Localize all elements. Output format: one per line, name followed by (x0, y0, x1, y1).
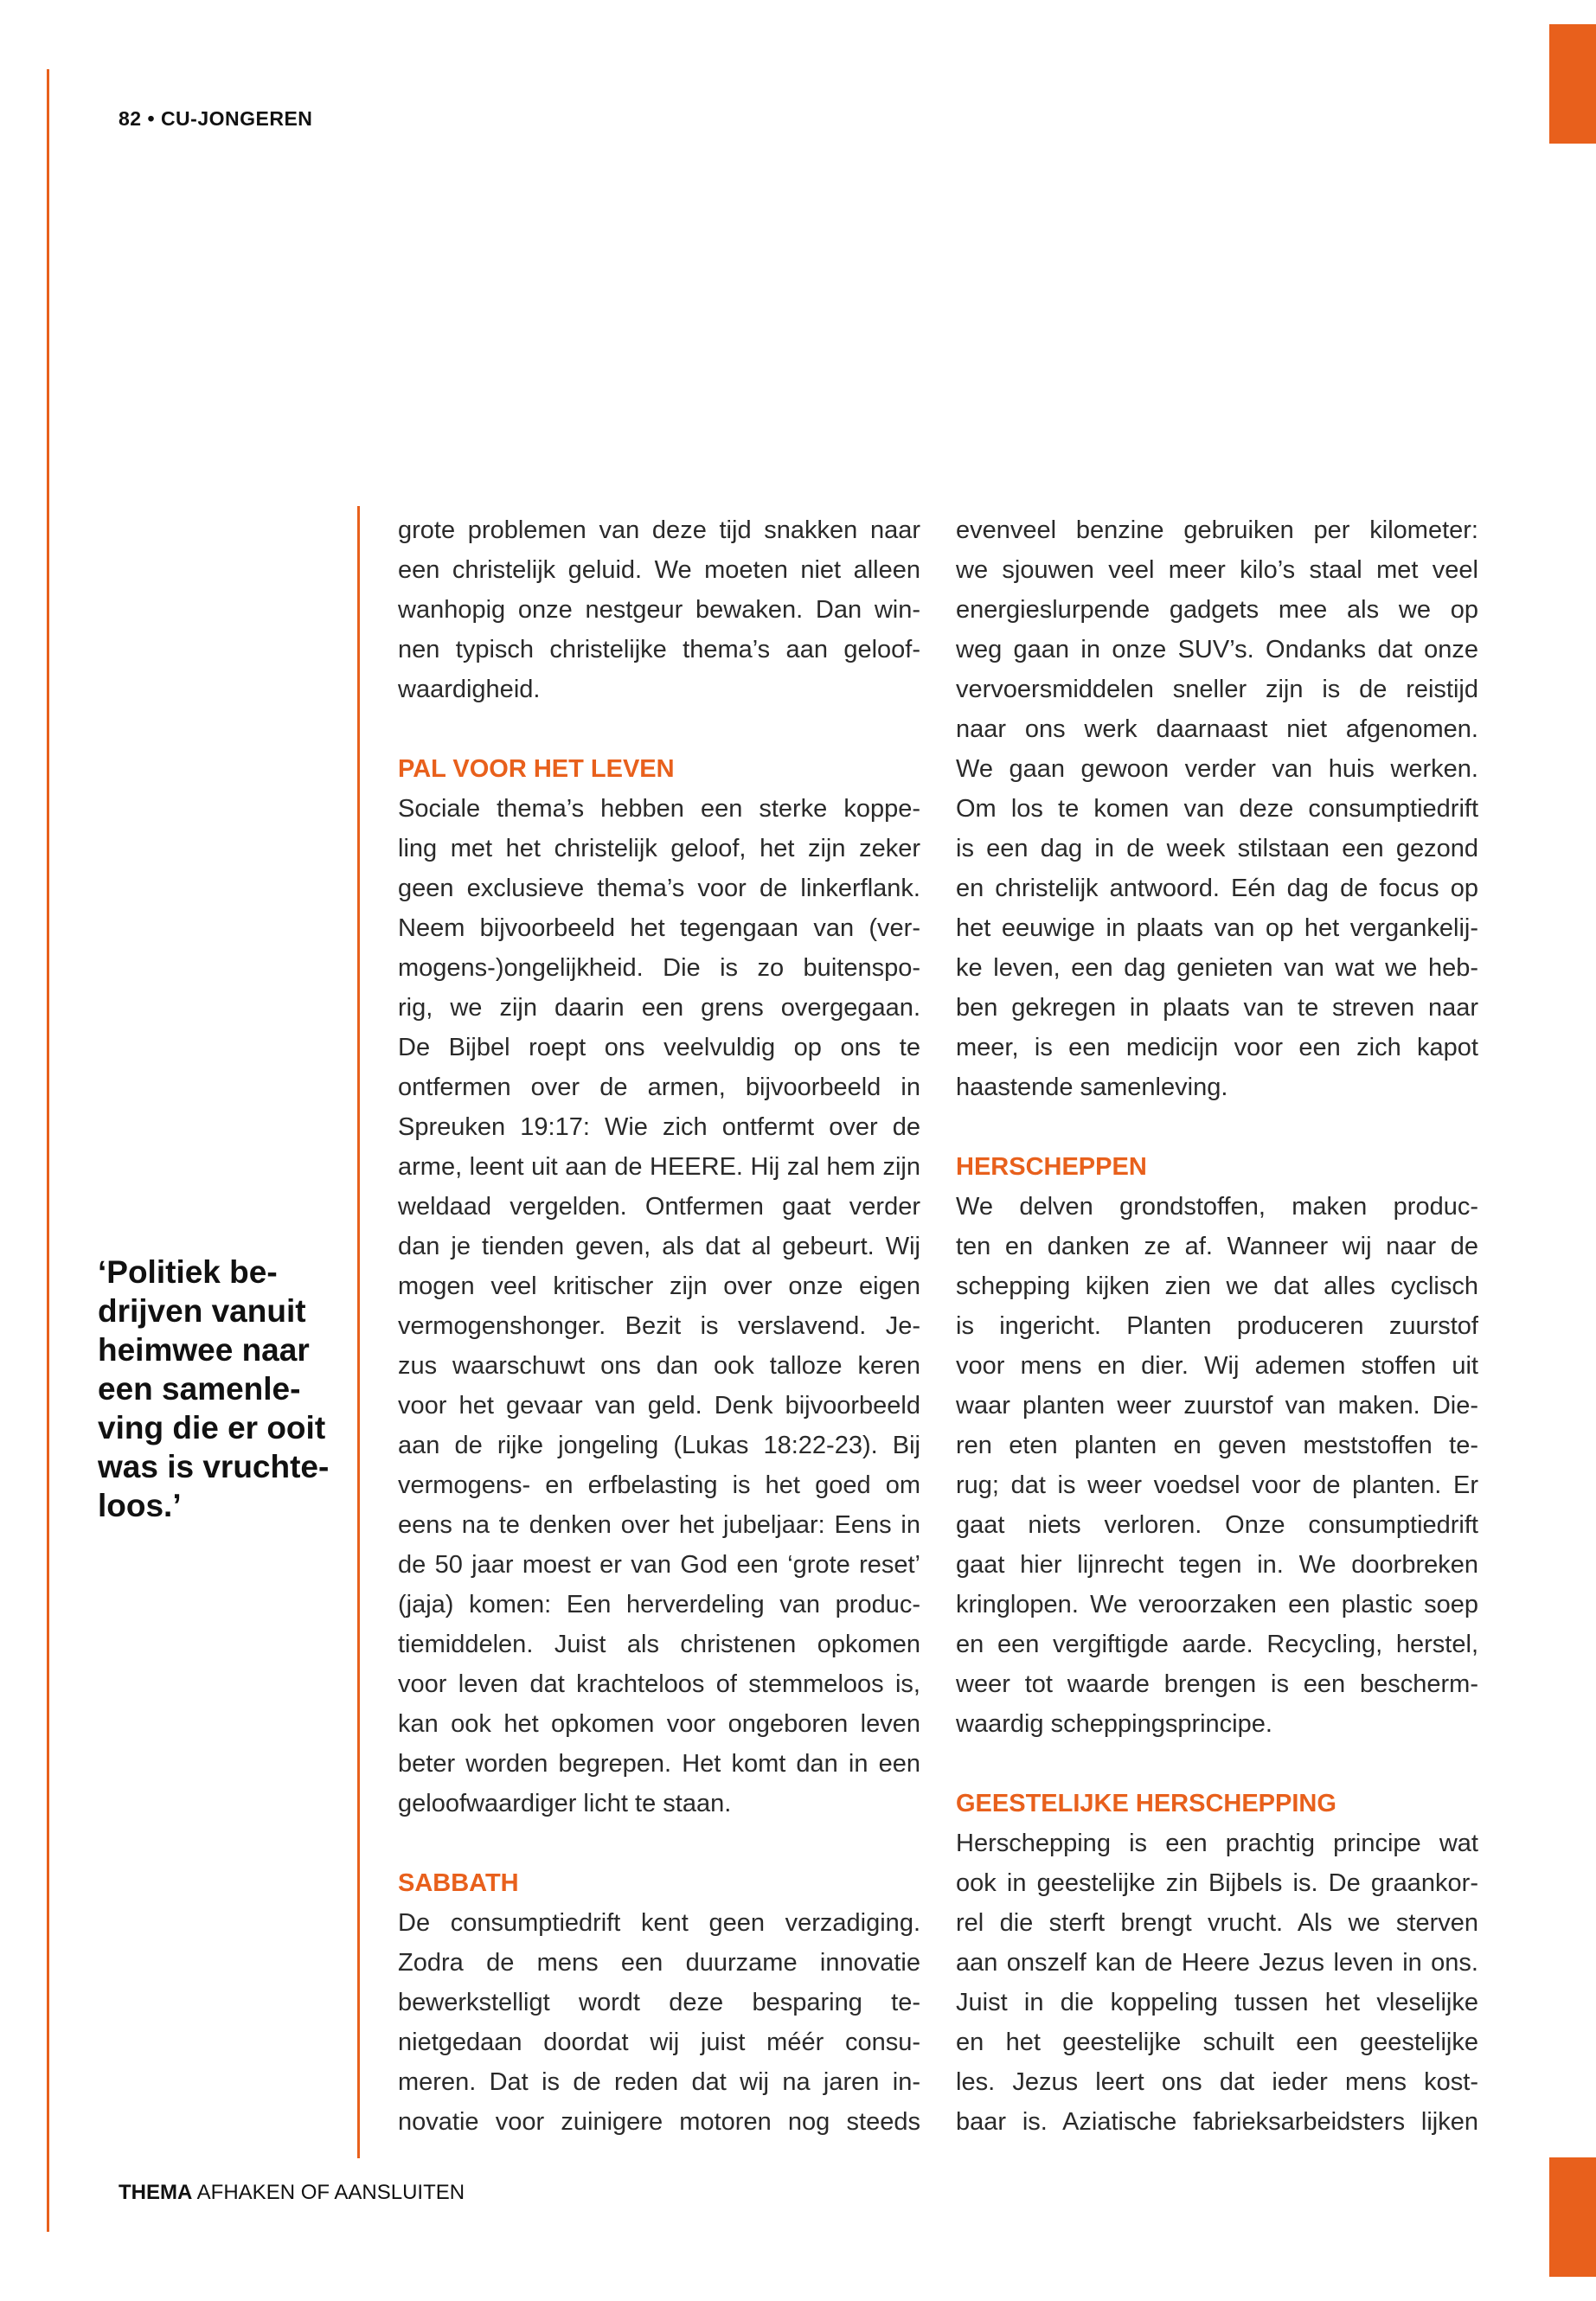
text-line: tiemiddelen. Juist als christenen opkomen (398, 1631, 920, 1658)
text-line: is een dag in de week stilstaan een gezond (956, 835, 1478, 862)
header-separator: • (147, 107, 156, 130)
text-line: is ingericht. Planten produceren zuurstof (956, 1312, 1478, 1340)
paragraph-geestelijke-herschepping (956, 1823, 1478, 2142)
pull-quote-line: loos.’ (98, 1488, 182, 1523)
text-line: aan onszelf kan de Heere Jezus leven in ons. (956, 1949, 1478, 1977)
body-column-1 (398, 510, 920, 2142)
text-line: de 50 jaar moest er van God een ‘grote reset’ (398, 1551, 920, 1579)
text-line: vervoersmiddelen sneller zijn is de reistijd (956, 676, 1478, 703)
margin-rule (47, 69, 49, 2232)
text-line: ben gekregen in plaats van te streven naar (956, 994, 1478, 1022)
text-line: ontfermen over de armen, bijvoorbeeld in (398, 1074, 920, 1101)
text-line: en christelijk antwoord. Eén dag de focus op (956, 875, 1478, 902)
text-line: nietgedaan doordat wij juist méér consu- (398, 2029, 920, 2056)
text-line: vermogens- en erfbelasting is het goed om (398, 1471, 920, 1499)
text-line: een christelijk geluid. We moeten niet alleen (398, 556, 920, 584)
text-line: rel die sterft brengt vrucht. Als we sterven (956, 1909, 1478, 1937)
pull-quote-line: ‘Politiek be- (98, 1254, 278, 1290)
paragraph-pal-voor-het-leven (398, 789, 920, 1823)
body-column-2 (956, 510, 1478, 2142)
text-line: waardigheid. (398, 676, 541, 703)
text-line: haastende samenleving. (956, 1074, 1228, 1101)
text-line: meren. Dat is de reden dat wij na jaren in- (398, 2068, 920, 2096)
text-line: Juist in die koppeling tussen het vleselijke (956, 1989, 1478, 2016)
text-line: het eeuwige in plaats van op het vergankelij- (956, 914, 1478, 942)
text-line: baar is. Aziatische fabrieksarbeidsters lijken (956, 2108, 1478, 2136)
page-edge-tab-bottom (1549, 2157, 1596, 2277)
text-line: Zodra de mens een duurzame innovatie (398, 1949, 920, 1977)
text-line: bewerkstelligt wordt deze besparing te- (398, 1989, 920, 2016)
text-line: energieslurpende gadgets mee als we op (956, 596, 1478, 624)
page-edge-tab-top (1549, 24, 1596, 144)
section-name: CU-JONGEREN (160, 107, 313, 130)
column-rule (357, 506, 360, 2158)
text-line: Spreuken 19:17: Wie zich ontfermt over de (398, 1113, 920, 1141)
text-line: De consumptiedrift kent geen verzadiging. (398, 1909, 920, 1937)
text-line: grote problemen van deze tijd snakken naar (398, 516, 920, 544)
text-line: wanhopig onze nestgeur bewaken. Dan win- (398, 596, 920, 624)
text-line: eens na te denken over het jubeljaar: Eens in (398, 1511, 920, 1539)
pull-quote-line: drijven vanuit (98, 1293, 306, 1329)
text-line: We gaan gewoon verder van huis werken. (956, 755, 1478, 783)
text-line: nen typisch christelijke thema’s aan geloof- (398, 636, 920, 663)
pull-quote (98, 1253, 331, 1525)
paragraph-herscheppen (956, 1187, 1478, 1744)
text-line: gaat hier lijnrecht tegen in. We doorbreken (956, 1551, 1478, 1579)
text-line: naar ons werk daarnaast niet afgenomen. (956, 715, 1478, 743)
paragraph-continued (956, 510, 1478, 1107)
text-line: kan ook het opkomen voor ongeboren leven (398, 1710, 920, 1738)
text-line: les. Jezus leert ons dat ieder mens kost- (956, 2068, 1478, 2096)
text-line: Herschepping is een prachtig principe wat (956, 1830, 1478, 1857)
text-line: De Bijbel roept ons veelvuldig op ons te (398, 1034, 920, 1061)
text-line: geloofwaardiger licht te staan. (398, 1790, 732, 1817)
pull-quote-line: een samenle- (98, 1371, 301, 1407)
text-line: geen exclusieve thema’s voor de linkerflank. (398, 875, 920, 902)
text-line: Om los te komen van deze consumptiedrift (956, 795, 1478, 823)
pull-quote-line: heimwee naar (98, 1332, 310, 1368)
text-line: we sjouwen veel meer kilo’s staal met veel (956, 556, 1478, 584)
footer-theme-label: THEMA (119, 2181, 193, 2204)
text-line: evenveel benzine gebruiken per kilometer: (956, 516, 1478, 544)
text-line: (jaja) komen: Een herverdeling van produc- (398, 1591, 920, 1618)
text-line: voor leven dat krachteloos of stemmeloos is, (398, 1670, 920, 1698)
text-line: waardig scheppingsprincipe. (956, 1710, 1272, 1738)
text-line: schepping kijken zien we dat alles cyclisch (956, 1272, 1478, 1300)
page-number: 82 (119, 107, 142, 130)
text-line: kringlopen. We veroorzaken een plastic soep (956, 1591, 1478, 1618)
text-line: vermogenshonger. Bezit is verslavend. Je- (398, 1312, 920, 1340)
heading-sabbath: SABBATH (398, 1869, 519, 1897)
text-line: Sociale thema’s hebben een sterke koppe- (398, 795, 920, 823)
text-line: voor mens en dier. Wij ademen stoffen uit (956, 1352, 1478, 1380)
text-line: Neem bijvoorbeeld het tegengaan van (ver- (398, 914, 920, 942)
text-line: rug; dat is weer voedsel voor de planten. Er (956, 1471, 1478, 1499)
heading-geestelijke-herschepping: GEESTELIJKE HERSCHEPPING (956, 1790, 1336, 1817)
text-line: arme, leent uit aan de HEERE. Hij zal hem zijn (398, 1153, 920, 1181)
text-line: weldaad vergelden. Ontfermen gaat verder (398, 1193, 920, 1221)
text-line: voor het gevaar van geld. Denk bijvoorbeeld (398, 1392, 920, 1420)
text-line: dan je tienden geven, als dat al gebeurt. Wij (398, 1233, 920, 1260)
footer-title: AFHAKEN OF AANSLUITEN (196, 2181, 465, 2204)
text-line: mogens-)ongelijkheid. Die is zo buitenspo- (398, 954, 920, 982)
text-line: ke leven, een dag genieten van wat we heb- (956, 954, 1478, 982)
text-line: gaat niets verloren. Onze consumptiedrift (956, 1511, 1478, 1539)
text-line: meer, is een medicijn voor een zich kapot (956, 1034, 1478, 1061)
text-line: ling met het christelijk geloof, het zijn zeker (398, 835, 920, 862)
paragraph-intro (398, 510, 920, 709)
text-line: weer tot waarde brengen is een bescherm- (956, 1670, 1478, 1698)
text-line: weg gaan in onze SUV’s. Ondanks dat onze (956, 636, 1478, 663)
paragraph-sabbath (398, 1903, 920, 2142)
text-line: ren eten planten en geven meststoffen te- (956, 1432, 1478, 1459)
text-line: en het geestelijke schuilt een geestelijke (956, 2029, 1478, 2056)
running-footer (119, 2181, 465, 2205)
text-line: ten en danken ze af. Wanneer wij naar de (956, 1233, 1478, 1260)
heading-herscheppen: HERSCHEPPEN (956, 1153, 1147, 1181)
text-line: beter worden begrepen. Het komt dan in een (398, 1750, 920, 1778)
text-line: mogen veel kritischer zijn over onze eigen (398, 1272, 920, 1300)
text-line: aan de rijke jongeling (Lukas 18:22-23). Bij (398, 1432, 920, 1459)
pull-quote-line: ving die er ooit (98, 1410, 326, 1445)
heading-pal-voor-het-leven: PAL VOOR HET LEVEN (398, 755, 675, 783)
text-line: ook in geestelijke zin Bijbels is. De graankor- (956, 1869, 1478, 1897)
text-line: rig, we zijn daarin een grens overgegaan. (398, 994, 920, 1022)
text-line: en een vergiftigde aarde. Recycling, herstel, (956, 1631, 1478, 1658)
text-line: zus waarschuwt ons dan ook talloze keren (398, 1352, 920, 1380)
text-line: waar planten weer zuurstof van maken. Die- (956, 1392, 1478, 1420)
text-line: novatie voor zuinigere motoren nog steeds (398, 2108, 920, 2136)
running-header (119, 107, 312, 131)
pull-quote-line: was is vruchte- (98, 1449, 330, 1484)
text-line: We delven grondstoffen, maken produc- (956, 1193, 1478, 1221)
